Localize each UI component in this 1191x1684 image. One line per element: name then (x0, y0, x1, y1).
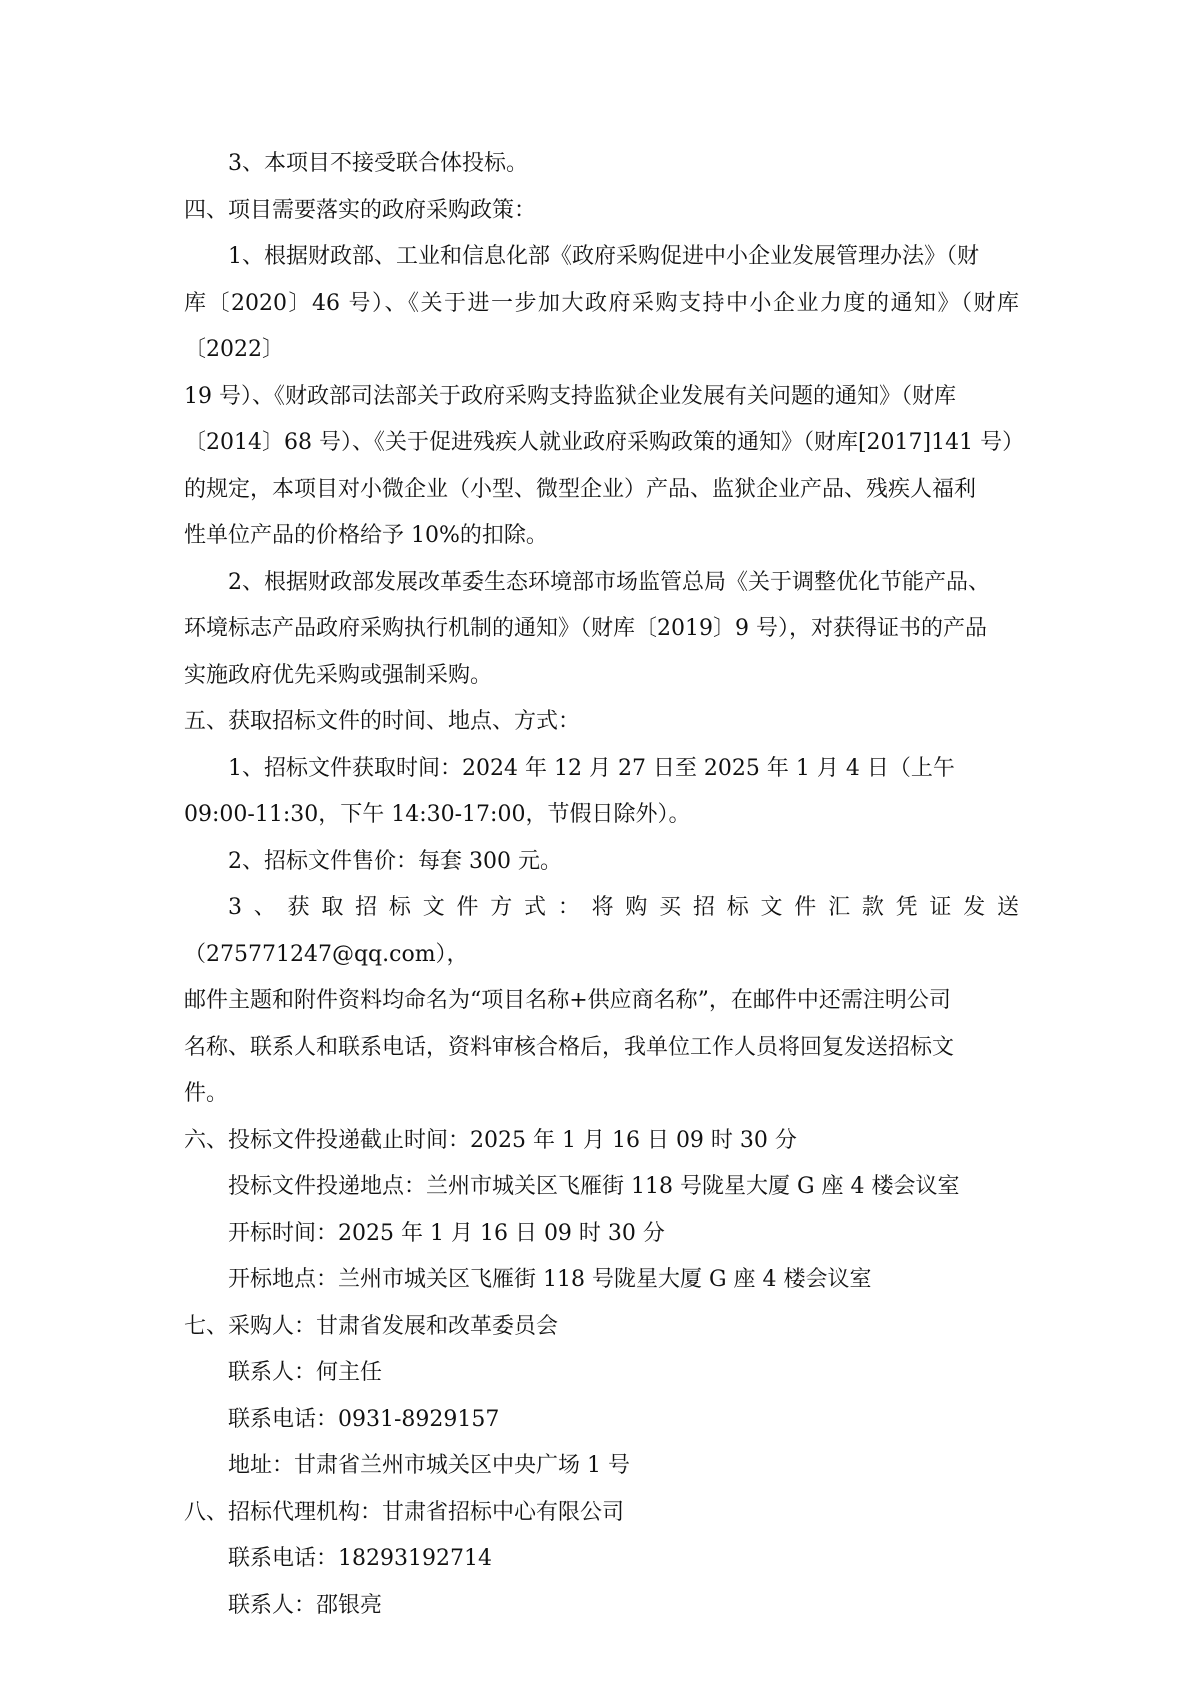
text-line: 性单位产品的价格给予 10%的扣除。 (184, 523, 548, 548)
paragraph-obtain-price: 2、招标文件售价：每套 300 元。 (228, 848, 562, 874)
agent-contact: 联系人：邵银亮 (228, 1592, 383, 1618)
buyer-phone: 联系电话：0931-8929157 (228, 1406, 500, 1432)
text-line: 2、根据财政部发展改革委生态环境部市场监管总局《关于调整优化节能产品、 (228, 569, 990, 595)
submit-place: 投标文件投递地点：兰州市城关区飞雁街 118 号陇星大厦 G 座 4 楼会议室 (228, 1174, 960, 1199)
text-line: 的规定，本项目对小微企业（小型、微型企业）产品、监狱企业产品、残疾人福利 (184, 476, 977, 502)
text-line: 名称、联系人和联系电话，资料审核合格后，我单位工作人员将回复发送招标文 (184, 1034, 955, 1060)
section-heading-7: 七、采购人：甘肃省发展和改革委员会 (184, 1313, 559, 1339)
text-line: 库〔2020〕46 号）、《关于进一步加大政府采购支持中小企业力度的通知》（财库〔2022〕 (184, 290, 1019, 362)
agent-phone: 联系电话：18293192714 (228, 1546, 492, 1571)
text-line: 环境标志产品政府采购执行机制的通知》（财库〔2019〕9 号），对获得证书的产品 (184, 616, 987, 641)
text-line: 09:00-11:30，下午 14:30-17:00，节假日除外）。 (184, 802, 691, 827)
paragraph-policy-1 (184, 234, 1025, 560)
section-heading-4: 四、项目需要落实的政府采购政策： (184, 197, 537, 223)
text-line: 〔2014〕68 号）、《关于促进残疾人就业政府采购政策的通知》（财库[2017]141 号） (184, 430, 1025, 455)
text-line: 件。 (184, 1081, 229, 1106)
paragraph-policy-2 (184, 560, 1019, 700)
text-line: 1、根据财政部、工业和信息化部《政府采购促进中小企业发展管理办法》（财 (228, 244, 979, 269)
text-line: 19 号）、《财政部司法部关于政府采购支持监狱企业发展有关问题的通知》（财库 (184, 383, 956, 409)
open-place: 开标地点：兰州市城关区飞雁街 118 号陇星大厦 G 座 4 楼会议室 (228, 1267, 872, 1292)
text-line: 邮件主题和附件资料均命名为“项目名称+供应商名称”，在邮件中还需注明公司 (184, 988, 951, 1013)
section-heading-6: 六、投标文件投递截止时间：2025 年 1 月 16 日 09 时 30 分 (184, 1127, 797, 1153)
document-body (184, 141, 1025, 1629)
buyer-address: 地址：甘肃省兰州市城关区中央广场 1 号 (228, 1453, 630, 1478)
buyer-contact: 联系人：何主任 (228, 1360, 383, 1385)
paragraph-obtain-method (184, 885, 1019, 1118)
paragraph-no-consortium: 3、本项目不接受联合体投标。 (228, 151, 528, 176)
paragraph-obtain-time (184, 746, 1019, 839)
open-time: 开标时间：2025 年 1 月 16 日 09 时 30 分 (228, 1220, 665, 1246)
text-line: 1、招标文件获取时间：2024 年 12 月 27 日至 2025 年 1 月 4 日（上午 (228, 755, 955, 781)
section-heading-5: 五、获取招标文件的时间、地点、方式： (184, 709, 581, 734)
text-line: 3、获取招标文件方式：将购买招标文件汇款凭证发送（275771247@qq.com）， (184, 895, 1019, 967)
section-heading-8: 八、招标代理机构：甘肃省招标中心有限公司 (184, 1499, 625, 1525)
text-line: 实施政府优先采购或强制采购。 (184, 662, 493, 688)
